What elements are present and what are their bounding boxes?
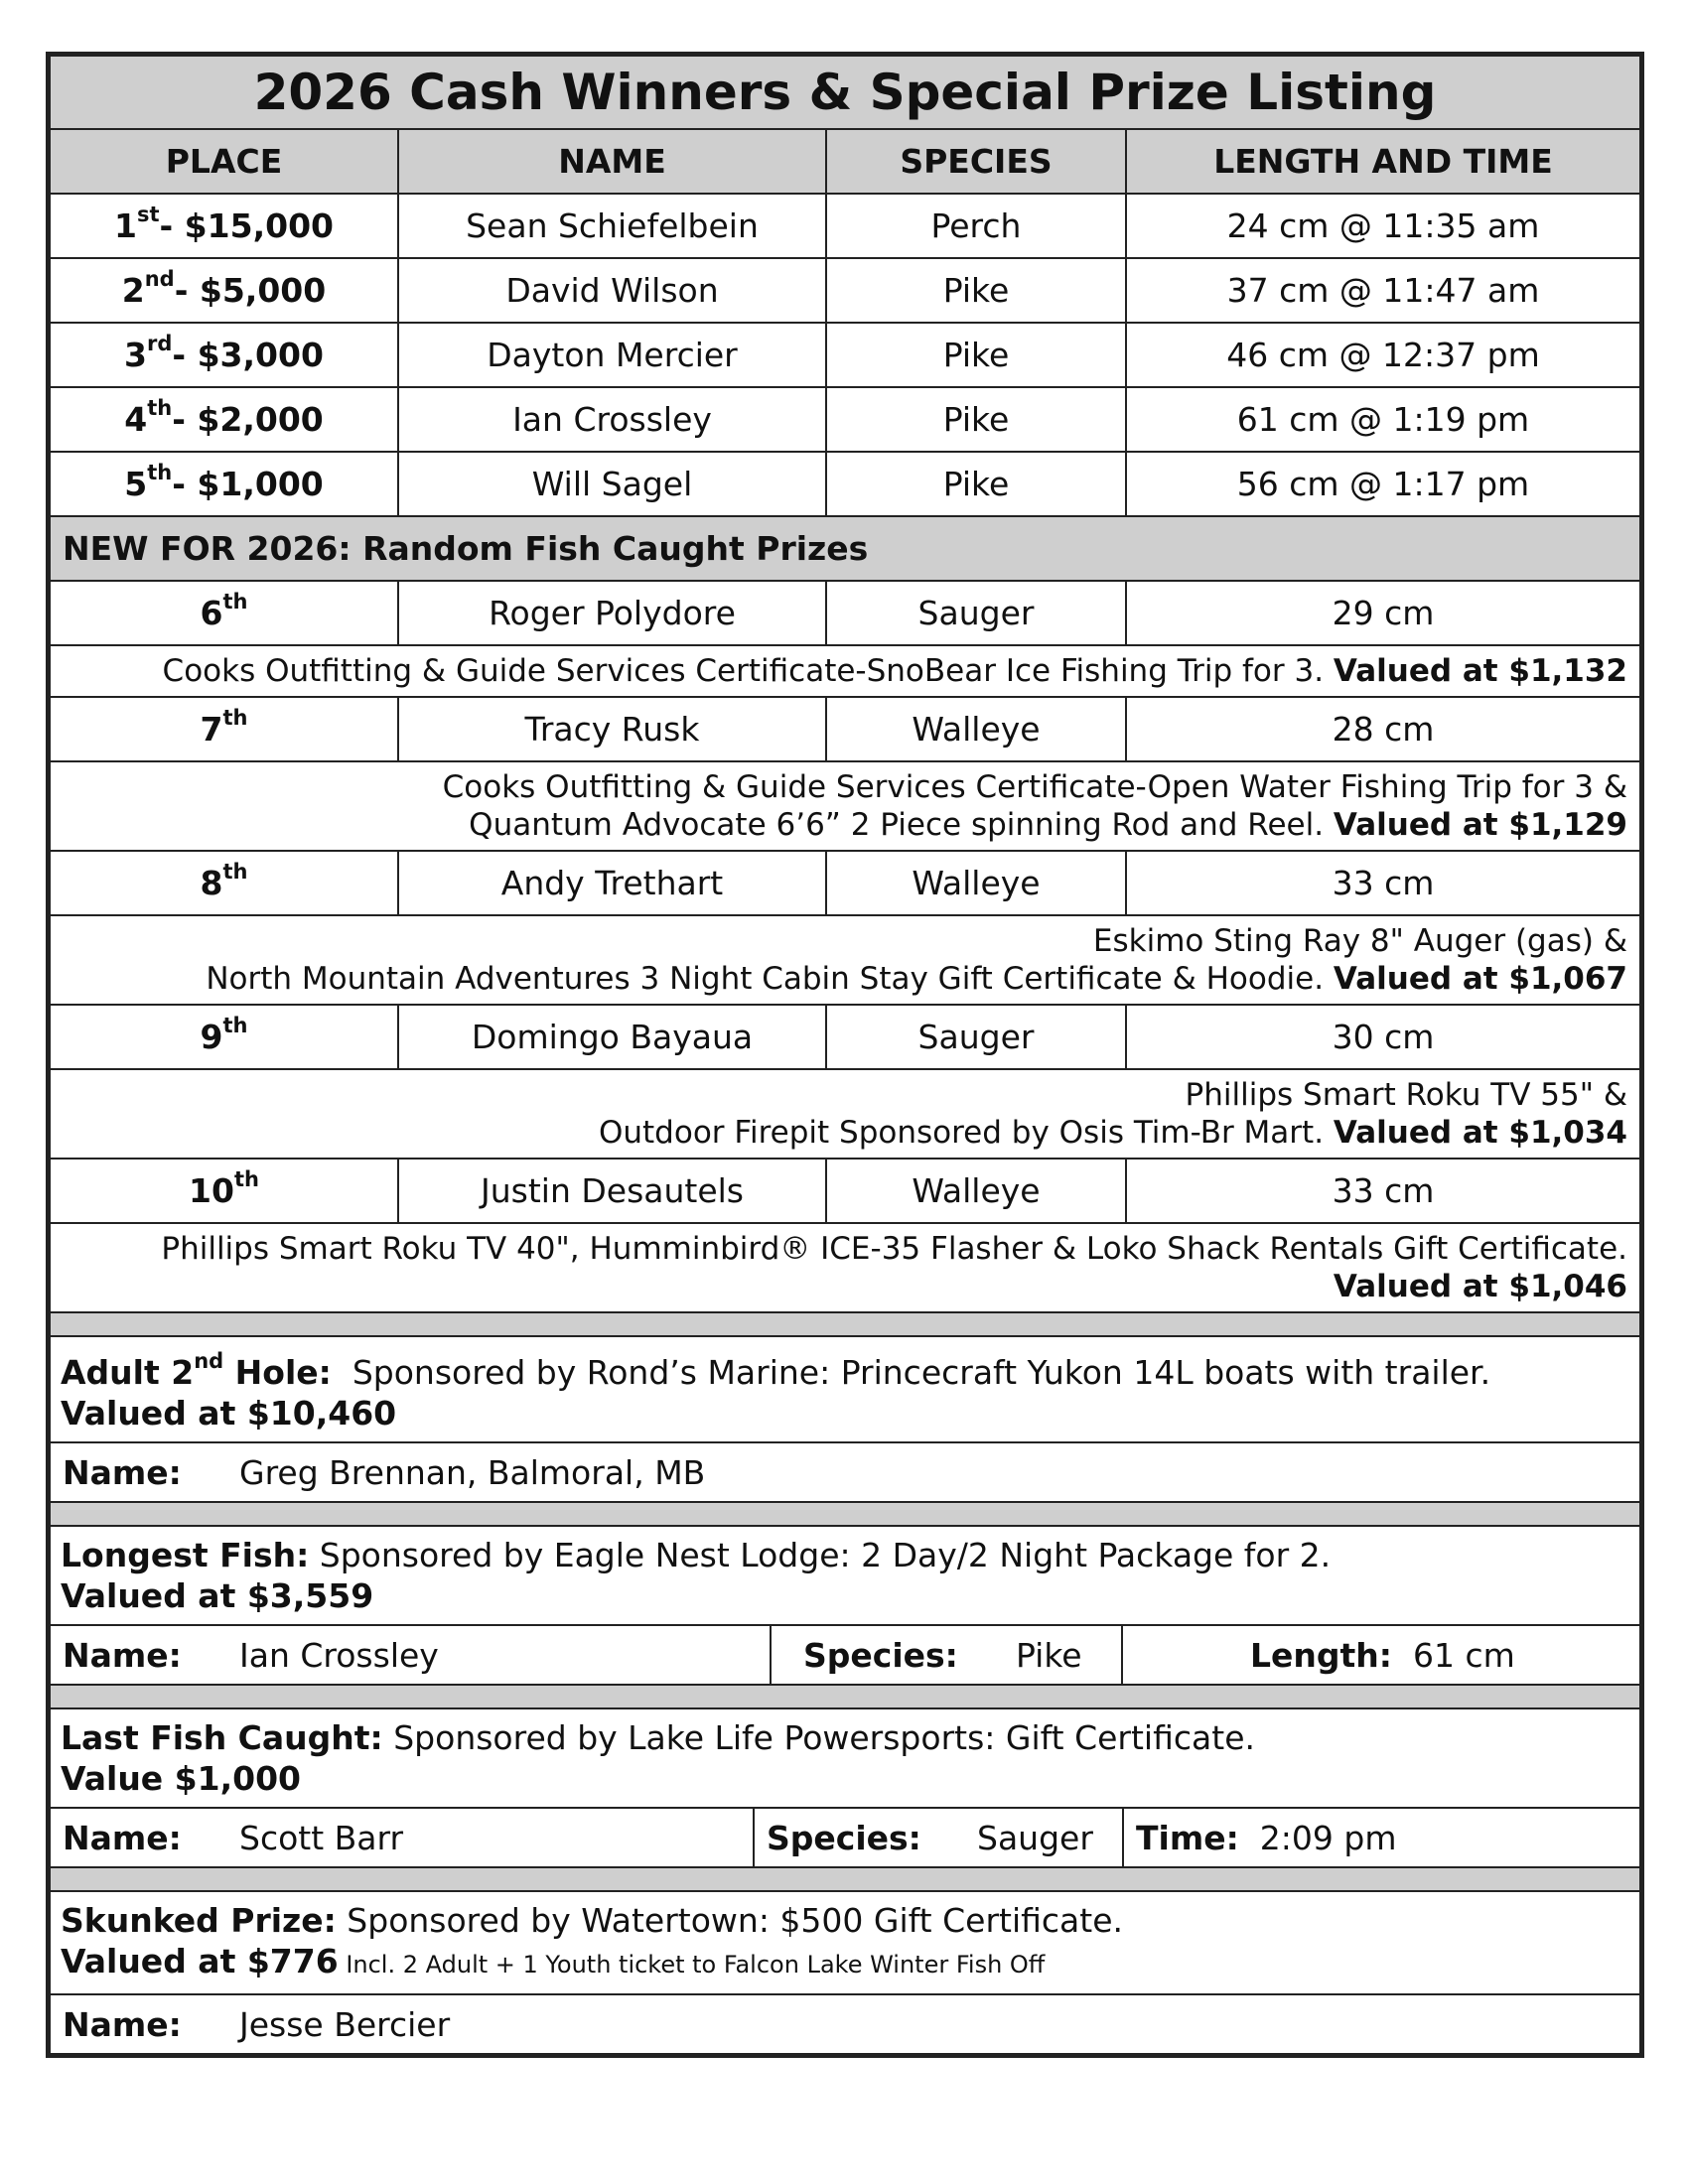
place-cell: 10th — [50, 1159, 398, 1223]
last-fish-value: Value $1,000 — [61, 1759, 302, 1798]
prize-line-1: Phillips Smart Roku TV 55" & — [1185, 1077, 1627, 1113]
prize-value: Valued at $1,034 — [1333, 1115, 1627, 1151]
winner-name: Tracy Rusk — [398, 697, 826, 761]
winner-length-time: 56 cm @ 1:17 pm — [1126, 452, 1640, 516]
longest-fish-species: Pike — [1016, 1635, 1082, 1675]
prize-value: Valued at $1,067 — [1333, 961, 1627, 997]
winner-name: Ian Crossley — [398, 387, 826, 452]
winner-species: Sauger — [826, 1005, 1126, 1069]
last-fish-species-label: Species: — [767, 1818, 921, 1857]
winner-species: Pike — [826, 452, 1126, 516]
skunked-value: Valued at $776 — [61, 1942, 339, 1980]
cash-winner-row — [50, 387, 1640, 452]
prize-description-row — [50, 761, 1640, 851]
winner-length: 33 cm — [1126, 851, 1640, 915]
winner-name: Dayton Mercier — [398, 323, 826, 387]
page-title: 2026 Cash Winners & Special Prize Listing — [50, 56, 1640, 129]
prize-line-1: Eskimo Sting Ray 8" Auger (gas) & — [1092, 923, 1627, 959]
winner-name: David Wilson — [398, 258, 826, 323]
winner-species: Walleye — [826, 697, 1126, 761]
place-cell: 8th — [50, 851, 398, 915]
winner-species: Walleye — [826, 851, 1126, 915]
header-length-time: LENGTH AND TIME — [1126, 129, 1640, 194]
prize-listing-document — [46, 52, 1644, 2058]
prize-line-2: Quantum Advocate 6’6” 2 Piece spinning Rod and Reel. — [469, 807, 1334, 843]
longest-fish-text: Sponsored by Eagle Nest Lodge: 2 Day/2 Night Package for 2. — [309, 1536, 1332, 1574]
winner-name: Domingo Bayaua — [398, 1005, 826, 1069]
random-winner-row — [50, 697, 1640, 761]
winner-length-time: 61 cm @ 1:19 pm — [1126, 387, 1640, 452]
cash-winner-row — [50, 194, 1640, 258]
random-section-title: NEW FOR 2026: Random Fish Caught Prizes — [50, 516, 1640, 581]
last-fish-table — [49, 1707, 1641, 1892]
separator — [50, 1685, 1640, 1708]
prize-description — [50, 915, 1640, 1005]
longest-fish-name: Ian Crossley — [239, 1635, 439, 1675]
random-winner-row — [50, 1159, 1640, 1223]
last-fish-time: 2:09 pm — [1259, 1818, 1397, 1857]
prize-line-2: Outdoor Firepit Sponsored by Osis Tim-Br Mart. — [598, 1115, 1334, 1151]
prize-value: Valued at $1,129 — [1333, 807, 1627, 843]
skunked-label: Skunked Prize: — [61, 1901, 337, 1940]
adult-hole-name-label: Name: — [63, 1452, 182, 1492]
winner-length-time: 24 cm @ 11:35 am — [1126, 194, 1640, 258]
winner-name: Roger Polydore — [398, 581, 826, 645]
winner-species: Pike — [826, 387, 1126, 452]
header-species: SPECIES — [826, 129, 1126, 194]
skunked-note: Incl. 2 Adult + 1 Youth ticket to Falcon Lake Winter Fish Off — [338, 1951, 1046, 1979]
place-cell: 4th- $2,000 — [50, 387, 398, 452]
cash-winner-row — [50, 323, 1640, 387]
place-cell: 1st- $15,000 — [50, 194, 398, 258]
prize-line-2: North Mountain Adventures 3 Night Cabin Stay Gift Certificate & Hoodie. — [206, 961, 1334, 997]
winner-length: 33 cm — [1126, 1159, 1640, 1223]
longest-fish-table — [49, 1525, 1641, 1709]
separator — [50, 1867, 1640, 1891]
place-cell: 3rd- $3,000 — [50, 323, 398, 387]
prize-description — [50, 761, 1640, 851]
adult-hole-label: Adult 2nd Hole: — [61, 1349, 332, 1392]
winner-length: 30 cm — [1126, 1005, 1640, 1069]
longest-fish-value: Valued at $3,559 — [61, 1576, 374, 1615]
winner-length-time: 37 cm @ 11:47 am — [1126, 258, 1640, 323]
cash-winner-row — [50, 452, 1640, 516]
longest-fish-species-label: Species: — [803, 1635, 958, 1675]
last-fish-name: Scott Barr — [239, 1818, 404, 1857]
winner-species: Pike — [826, 323, 1126, 387]
skunked-name: Jesse Bercier — [239, 2004, 451, 2044]
place-cell: 9th — [50, 1005, 398, 1069]
winner-name: Justin Desautels — [398, 1159, 826, 1223]
prize-description-row — [50, 645, 1640, 697]
winner-species: Pike — [826, 258, 1126, 323]
winner-length: 28 cm — [1126, 697, 1640, 761]
place-cell: 5th- $1,000 — [50, 452, 398, 516]
place-cell: 6th — [50, 581, 398, 645]
skunked-table — [49, 1890, 1641, 2055]
random-winner-row — [50, 851, 1640, 915]
table-header — [50, 129, 1640, 194]
random-winner-row — [50, 581, 1640, 645]
winner-name: Will Sagel — [398, 452, 826, 516]
prize-description-row — [50, 1069, 1640, 1159]
last-fish-species: Sauger — [977, 1818, 1093, 1857]
adult-hole-table — [49, 1335, 1641, 1527]
winner-length: 29 cm — [1126, 581, 1640, 645]
skunked-name-label: Name: — [63, 2004, 182, 2044]
adult-hole-name: Greg Brennan, Balmoral, MB — [239, 1452, 706, 1492]
prize-description — [50, 1223, 1640, 1312]
prize-description-row — [50, 915, 1640, 1005]
separator — [50, 1312, 1640, 1336]
winner-length-time: 46 cm @ 12:37 pm — [1126, 323, 1640, 387]
skunked-text: Sponsored by Watertown: $500 Gift Certificate. — [336, 1901, 1124, 1940]
prize-description — [50, 645, 1640, 697]
main-table — [49, 55, 1641, 1337]
prize-line-1: Cooks Outfitting & Guide Services Certificate-SnoBear Ice Fishing Trip for 3. — [162, 653, 1334, 689]
winner-name: Andy Trethart — [398, 851, 826, 915]
last-fish-text: Sponsored by Lake Life Powersports: Gift Certificate. — [382, 1718, 1255, 1757]
random-winner-row — [50, 1005, 1640, 1069]
cash-winner-row — [50, 258, 1640, 323]
longest-fish-length: 61 cm — [1412, 1635, 1515, 1675]
header-place: PLACE — [50, 129, 398, 194]
place-cell: 7th — [50, 697, 398, 761]
prize-description-row — [50, 1223, 1640, 1312]
longest-fish-label: Longest Fish: — [61, 1536, 310, 1574]
adult-hole-text: Sponsored by Rond’s Marine: Princecraft Yukon 14L boats with trailer. — [352, 1353, 1491, 1392]
longest-fish-length-label: Length: — [1250, 1635, 1392, 1675]
header-name: NAME — [398, 129, 826, 194]
prize-line-1: Phillips Smart Roku TV 40", Humminbird® ICE-35 Flasher & Loko Shack Rentals Gift Certificate. — [161, 1231, 1627, 1267]
separator — [50, 1502, 1640, 1526]
winner-species: Sauger — [826, 581, 1126, 645]
adult-hole-value: Valued at $10,460 — [61, 1394, 397, 1433]
prize-line-1: Cooks Outfitting & Guide Services Certificate-Open Water Fishing Trip for 3 & — [442, 769, 1627, 805]
place-cell: 2nd- $5,000 — [50, 258, 398, 323]
longest-fish-name-label: Name: — [63, 1635, 182, 1675]
last-fish-time-label: Time: — [1136, 1818, 1239, 1857]
winner-species: Perch — [826, 194, 1126, 258]
last-fish-label: Last Fish Caught: — [61, 1718, 383, 1757]
last-fish-name-label: Name: — [63, 1818, 182, 1857]
prize-description — [50, 1069, 1640, 1159]
prize-value: Valued at $1,046 — [1333, 1269, 1627, 1304]
winner-species: Walleye — [826, 1159, 1126, 1223]
prize-value: Valued at $1,132 — [1333, 653, 1627, 689]
winner-name: Sean Schiefelbein — [398, 194, 826, 258]
